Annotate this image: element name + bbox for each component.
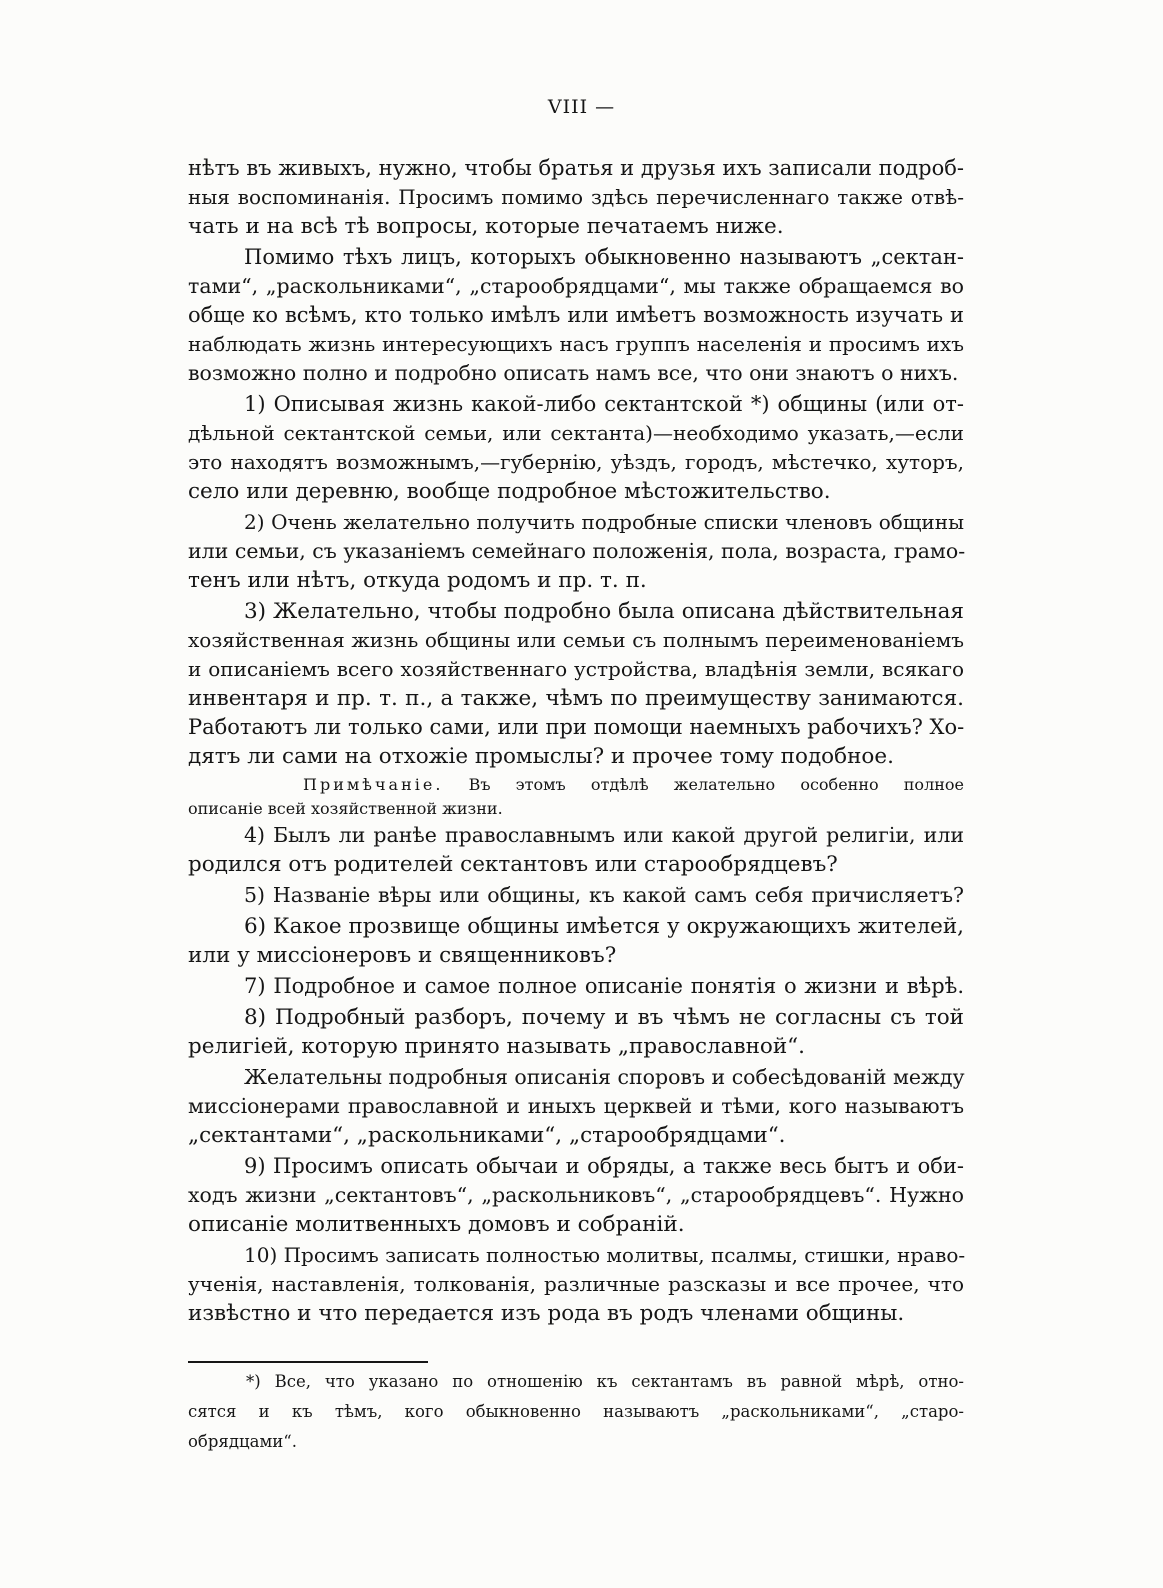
question-8: [188, 1003, 964, 1061]
text-line: родился отъ родителей сектантовъ или старообрядцевъ?: [188, 852, 838, 877]
text-line: обще ко всѣмъ, кто только имѣлъ или имѣетъ возможность изучать и: [188, 303, 964, 327]
footnote: [188, 1367, 964, 1457]
question-5: [188, 881, 964, 910]
footnote-line: *) Все, что указано по отношенію къ сектантамъ въ равной мѣрѣ, отно-: [246, 1372, 964, 1391]
text-line: нѣтъ въ живыхъ, нужно, чтобы братья и друзья ихъ записали подроб-: [188, 156, 964, 180]
text-line: 4) Былъ ли ранѣе православнымъ или какой другой религіи, или: [244, 823, 964, 847]
text-line: религіей, которую принято называть „православной“.: [188, 1034, 806, 1059]
question-4: [188, 821, 964, 879]
footnote-line: сятся и къ тѣмъ, кого обыкновенно называютъ „раскольниками“, „старо-: [188, 1402, 964, 1421]
text-line: село или деревню, вообще подробное мѣстожительство.: [188, 479, 831, 504]
text-line: извѣстно и что передается изъ рода въ родъ членами общины.: [188, 1301, 905, 1326]
text-line: 5) Названіе вѣры или общины, къ какой самъ себя причисляетъ?: [244, 883, 964, 907]
text-line: Желательны подробныя описанія споровъ и собесѣдованій между: [244, 1065, 965, 1089]
text-line: Работаютъ ли только сами, или при помощи наемныхъ рабочихъ? Хо-: [188, 715, 965, 739]
main-text: [188, 154, 964, 1330]
text-line: миссіонерами православной и иныхъ церквей и тѣми, кого называютъ: [188, 1094, 964, 1118]
text-line: 8) Подробный разборъ, почему и въ чѣмъ не согласны съ той: [244, 1005, 964, 1030]
note-line: описаніе всей хозяйственной жизни.: [188, 799, 503, 818]
paragraph-disputes: [188, 1063, 964, 1150]
text-line: Помимо тѣхъ лицъ, которыхъ обыкновенно называютъ „сектан-: [244, 245, 964, 269]
paragraph-addressees: [188, 243, 964, 388]
text-line: 3) Желательно, чтобы подробно была описана дѣйствительная: [244, 599, 964, 624]
text-line: и описаніемъ всего хозяйственнаго устройства, владѣнія земли, всякаго: [188, 657, 964, 681]
text-line: описаніе молитвенныхъ домовъ и собраній.: [188, 1212, 685, 1237]
note-block: [188, 773, 964, 821]
text-line: это находятъ возможнымъ,—губернію, уѣздъ, городъ, мѣстечко, хуторъ,: [188, 450, 964, 474]
question-6: [188, 912, 964, 970]
footnote-line: обрядцами“.: [188, 1432, 297, 1451]
text-line: или семьи, съ указаніемъ семейнаго положенія, пола, возраста, грамо-: [188, 539, 966, 563]
text-line: ученія, наставленія, толкованія, различные разсказы и все прочее, что: [188, 1272, 964, 1296]
text-line: 2) Очень желательно получить подробные списки членовъ общины: [244, 510, 964, 534]
text-line: тами“, „раскольниками“, „старообрядцами“, мы также обращаемся во: [188, 274, 964, 298]
text-line: или у миссіонеровъ и священниковъ?: [188, 943, 617, 968]
text-line: возможно полно и подробно описать намъ все, что они знаютъ о нихъ.: [188, 361, 959, 385]
text-line: 9) Просимъ описать обычаи и обряды, а также весь бытъ и оби-: [244, 1154, 964, 1178]
text-line: „сектантами“, „раскольниками“, „старообрядцами“.: [188, 1123, 786, 1148]
text-line: дѣльной сектантской семьи, или сектанта)—необходимо указать,—если: [188, 421, 964, 445]
text-line: 6) Какое прозвище общины имѣется у окружающихъ жителей,: [244, 914, 964, 939]
paragraph-intro-continued: [188, 154, 964, 241]
text-line: ходъ жизни „сектантовъ“, „раскольниковъ“, „старообрядцевъ“. Нужно: [188, 1183, 964, 1207]
footnote-divider: [188, 1361, 428, 1363]
text-line: чать и на всѣ тѣ вопросы, которые печатаемъ ниже.: [188, 214, 784, 239]
text-line: 7) Подробное и самое полное описаніе понятія о жизни и вѣрѣ.: [244, 974, 964, 998]
text-line: хозяйственная жизнь общины или семьи съ полнымъ переименованіемъ: [188, 628, 964, 652]
question-2: [188, 508, 964, 595]
text-line: 10) Просимъ записать полностью молитвы, псалмы, стишки, нраво-: [244, 1243, 966, 1267]
question-7: [188, 972, 964, 1001]
text-line: дятъ ли сами на отхожіе промыслы? и прочее тому подобное.: [188, 744, 894, 769]
text-line: инвентаря и пр. т. п., а также, чѣмъ по преимуществу занимаются.: [188, 686, 964, 711]
page-number: VIII —: [547, 96, 616, 118]
question-3: [188, 597, 964, 771]
question-1: [188, 390, 964, 506]
text-line: наблюдать жизнь интересующихъ насъ группъ населенія и просимъ ихъ: [188, 332, 964, 356]
text-line: 1) Описывая жизнь какой-либо сектантской *) общины (или от-: [244, 392, 964, 416]
note-title: Примѣчаніе.: [303, 775, 444, 794]
note-line: [303, 773, 964, 797]
question-10: [188, 1241, 964, 1328]
text-line: ныя воспоминанія. Просимъ помимо здѣсь перечисленнаго также отвѣ-: [188, 185, 964, 209]
text-line: тенъ или нѣтъ, откуда родомъ и пр. т. п.: [188, 568, 647, 593]
note-text: Въ этомъ отдѣлѣ желательно особенно полное: [468, 775, 964, 794]
question-9: [188, 1152, 964, 1239]
